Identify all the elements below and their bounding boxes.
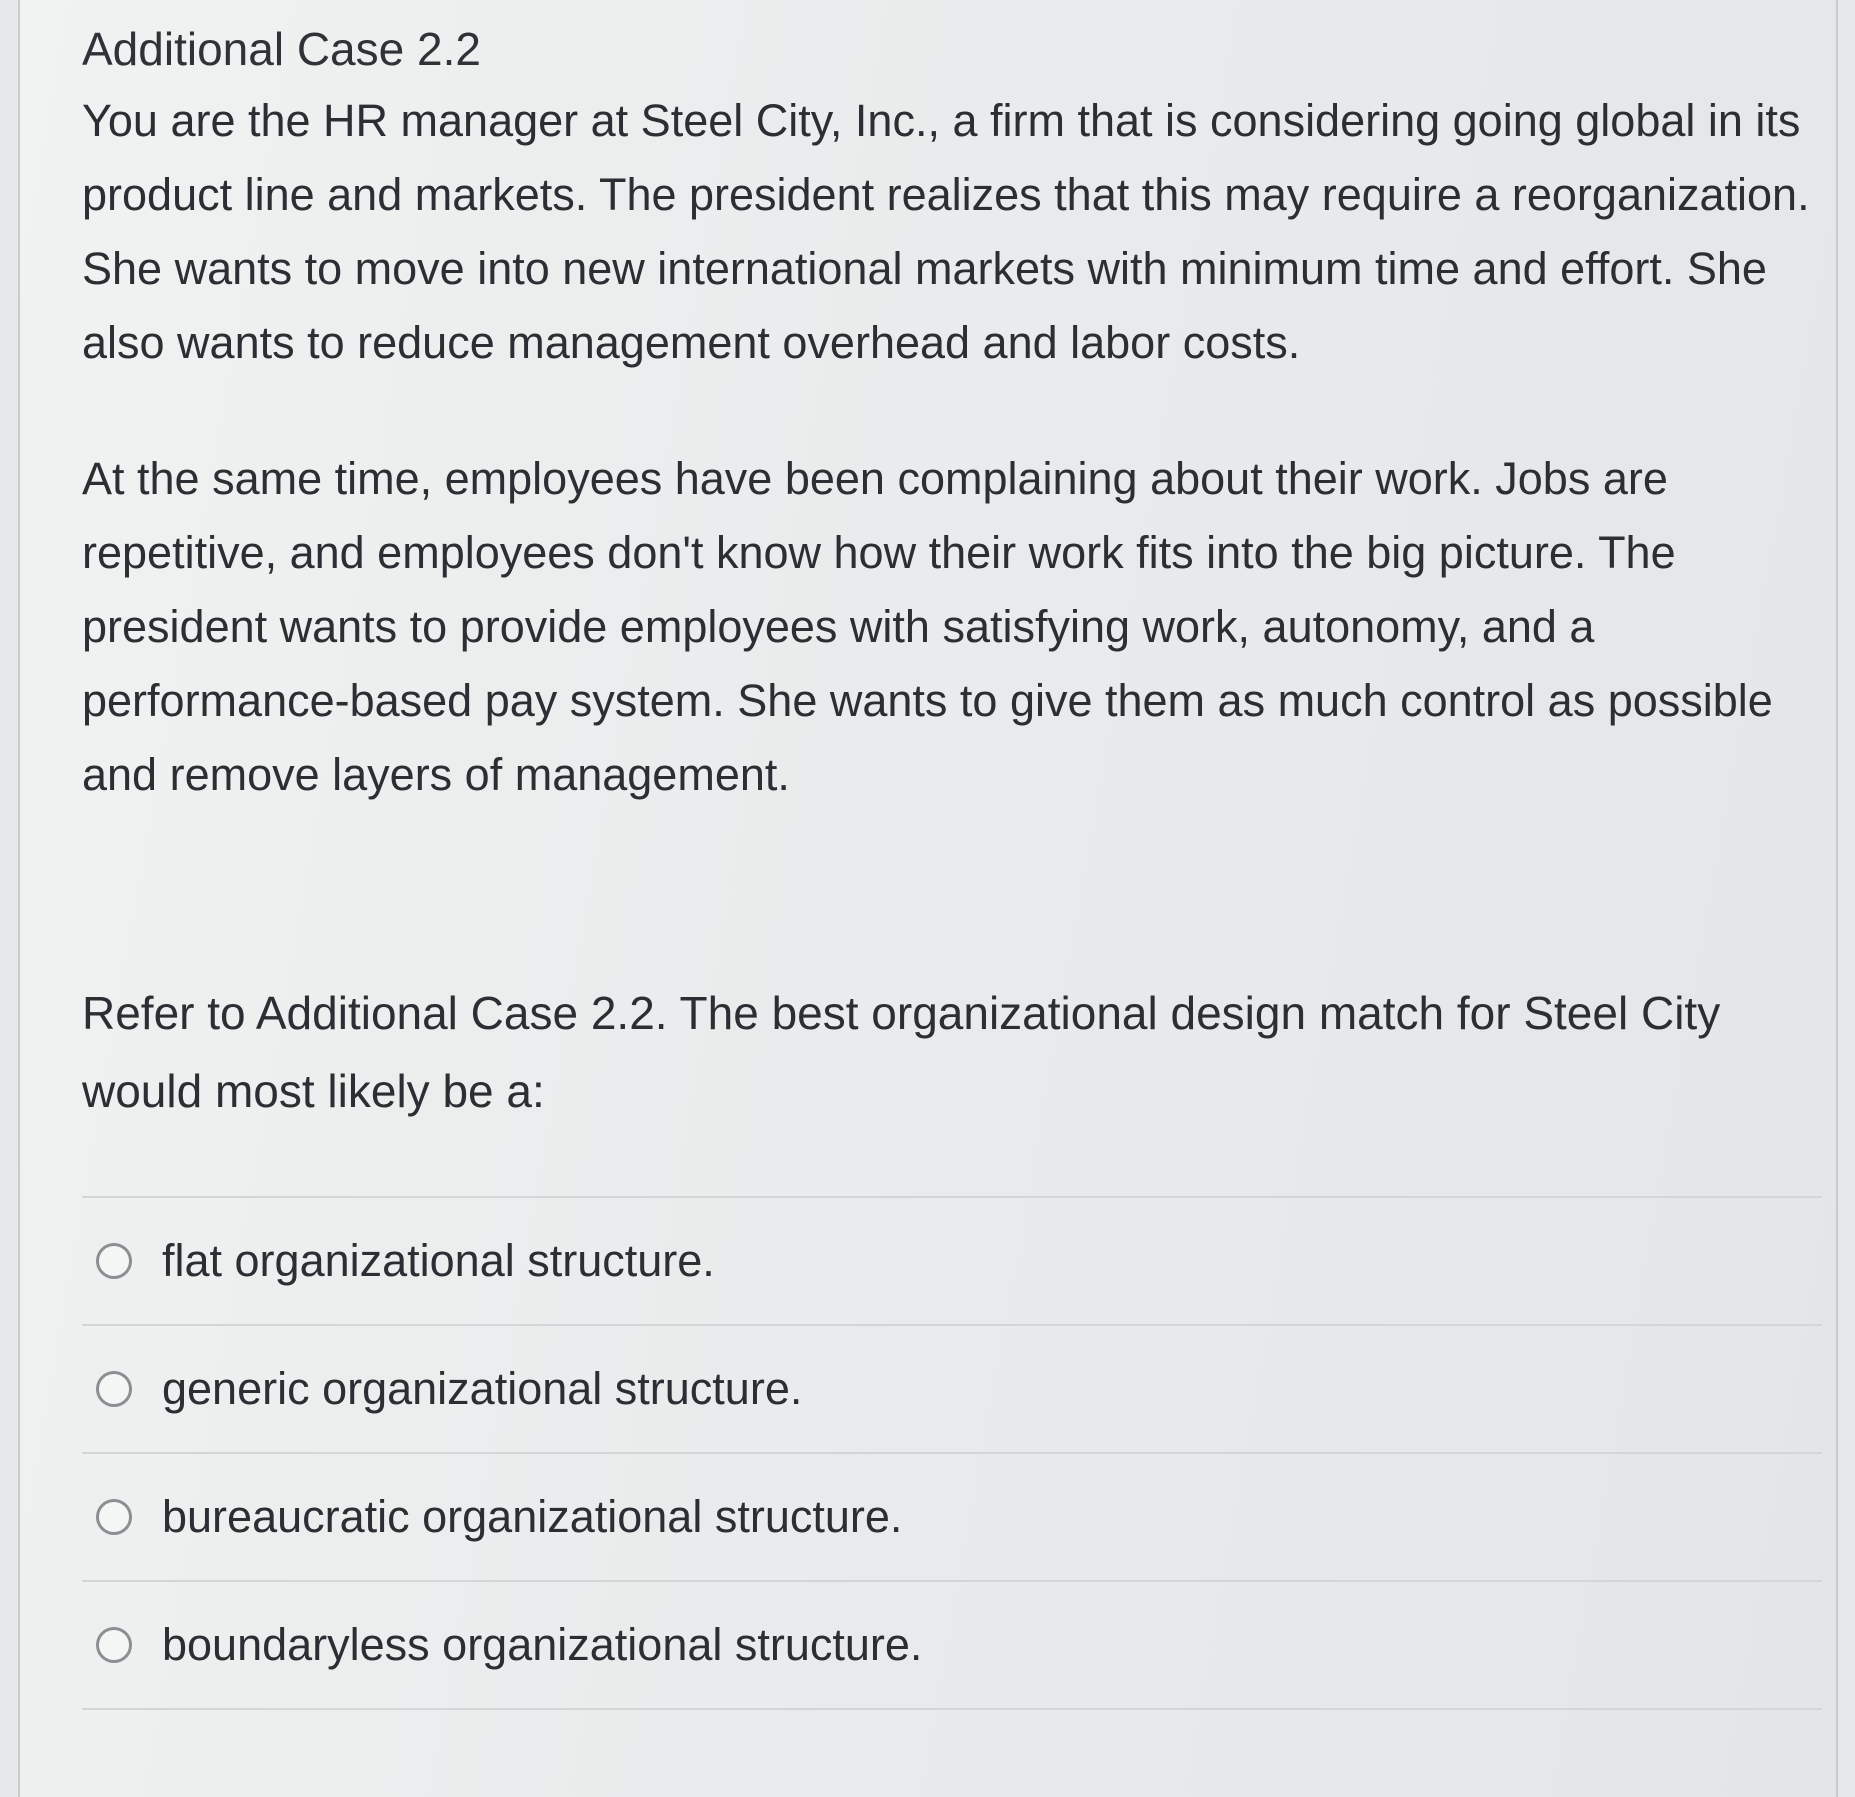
quiz-page [18, 0, 1838, 1797]
radio-button-icon[interactable] [96, 1499, 132, 1535]
answer-option-flat[interactable] [82, 1198, 1822, 1326]
radio-button-icon[interactable] [96, 1371, 132, 1407]
radio-button-icon[interactable] [96, 1627, 132, 1663]
case-paragraph-1: You are the HR manager at Steel City, Inc., a firm that is considering going global in its product line and markets. The president realizes that this may require a reorganization. She wants to move into new international markets with minimum time and effort. She also wants to reduce management overhead and labor costs. [82, 95, 1810, 368]
option-label: generic organizational structure. [162, 1363, 803, 1414]
question-content [82, 18, 1822, 1710]
answer-option-bureaucratic[interactable] [82, 1454, 1822, 1582]
question-prompt: Refer to Additional Case 2.2. The best organizational design match for Steel City would most likely be a: [82, 987, 1721, 1117]
answer-option-boundaryless[interactable] [82, 1582, 1822, 1710]
option-label: flat organizational structure. [162, 1235, 715, 1286]
case-title: Additional Case 2.2 [82, 23, 481, 75]
option-label: bureaucratic organizational structure. [162, 1491, 903, 1542]
answer-options [82, 1196, 1822, 1710]
case-paragraph-2: At the same time, employees have been complaining about their work. Jobs are repetitive, and employees don't know how their work fits into the big picture. The president wants to provide employees with satisfying work, autonomy, and a performance-based pay system. She wants to give them as much control as possible and remove layers of management. [82, 453, 1773, 800]
answer-option-generic[interactable] [82, 1326, 1822, 1454]
radio-button-icon[interactable] [96, 1243, 132, 1279]
option-label: boundaryless organizational structure. [162, 1619, 923, 1670]
